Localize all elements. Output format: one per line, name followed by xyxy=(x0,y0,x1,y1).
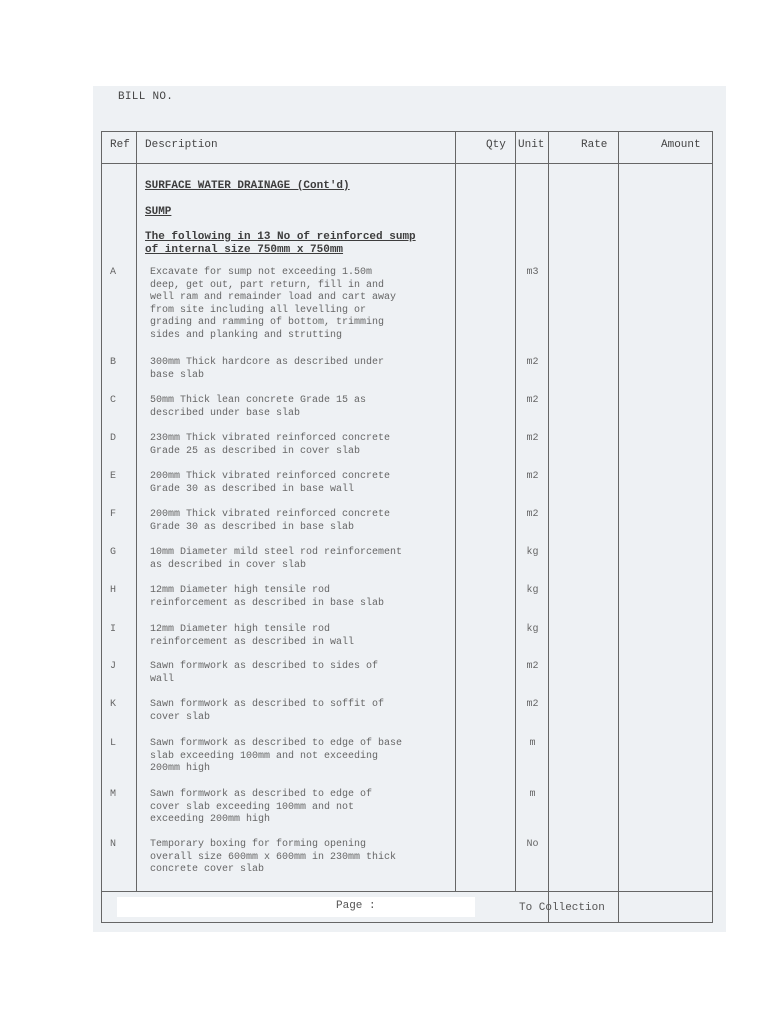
item-unit: m2 xyxy=(526,471,539,482)
item-description: 300mm Thick hardcore as described under base slab xyxy=(150,357,385,381)
item-description: 200mm Thick vibrated reinforced concrete Grade 30 as described in base slab xyxy=(150,509,391,533)
item-ref: B xyxy=(110,357,117,368)
item-description: Sawn formwork as described to sides of wall xyxy=(150,661,379,685)
item-unit: m xyxy=(529,789,536,800)
item-description: 230mm Thick vibrated reinforced concrete Grade 25 as described in cover slab xyxy=(150,433,391,457)
item-ref: J xyxy=(110,661,117,672)
bill-number-label: BILL NO. xyxy=(118,91,174,103)
section-heading: SURFACE WATER DRAINAGE (Cont'd) xyxy=(145,180,350,192)
item-unit: kg xyxy=(526,585,539,596)
item-unit: kg xyxy=(526,547,539,558)
item-unit: m2 xyxy=(526,357,539,368)
item-ref: F xyxy=(110,509,117,520)
footer-blank-patch xyxy=(117,897,475,917)
item-ref: M xyxy=(110,789,117,800)
item-unit: m2 xyxy=(526,699,539,710)
page-label: Page : xyxy=(336,900,376,912)
item-description: Excavate for sump not exceeding 1.50m deep, get out, part return, fill in and well ram and remainder load and cart away from site including all levelling or grading and ramming of bottom, trimming sides and planking and strutting xyxy=(150,267,397,341)
item-ref: D xyxy=(110,433,117,444)
item-unit: No xyxy=(526,839,539,850)
item-unit: m xyxy=(529,738,536,749)
item-description: Sawn formwork as described to edge of base slab exceeding 100mm and not exceeding 200mm high xyxy=(150,738,403,775)
header-rule xyxy=(101,163,713,164)
column-rule-description xyxy=(455,131,456,891)
subsection-heading: SUMP xyxy=(145,206,172,218)
column-header-qty: Qty xyxy=(486,139,506,151)
item-unit: kg xyxy=(526,624,539,635)
item-ref: H xyxy=(110,585,117,596)
item-unit: m2 xyxy=(526,661,539,672)
column-header-unit: Unit xyxy=(518,139,545,151)
intro-heading-line-1: The following in 13 No of reinforced sump xyxy=(145,231,416,243)
column-rule-rate xyxy=(618,131,619,923)
item-description: Temporary boxing for forming opening overall size 600mm x 600mm in 230mm thick concrete cover slab xyxy=(150,839,397,876)
item-ref: K xyxy=(110,699,117,710)
item-description: 200mm Thick vibrated reinforced concrete Grade 30 as described in base wall xyxy=(150,471,391,495)
item-ref: L xyxy=(110,738,117,749)
item-ref: G xyxy=(110,547,117,558)
column-header-ref: Ref xyxy=(110,139,130,151)
column-rule-ref xyxy=(136,131,137,891)
column-header-amount: Amount xyxy=(661,139,701,151)
item-description: Sawn formwork as described to soffit of cover slab xyxy=(150,699,385,723)
column-header-description: Description xyxy=(145,139,218,151)
to-collection-label: To Collection xyxy=(519,902,605,914)
item-ref: N xyxy=(110,839,117,850)
column-rule-unit xyxy=(548,131,549,923)
item-description: 12mm Diameter high tensile rod reinforcement as described in base slab xyxy=(150,585,385,609)
item-description: 10mm Diameter mild steel rod reinforcement as described in cover slab xyxy=(150,547,403,571)
intro-heading-line-2: of internal size 750mm x 750mm xyxy=(145,244,344,256)
footer-rule xyxy=(101,891,713,892)
item-ref: C xyxy=(110,395,117,406)
item-ref: I xyxy=(110,624,117,635)
item-unit: m2 xyxy=(526,433,539,444)
item-description: 50mm Thick lean concrete Grade 15 as described under base slab xyxy=(150,395,367,419)
item-unit: m2 xyxy=(526,395,539,406)
item-unit: m3 xyxy=(526,267,539,278)
item-description: Sawn formwork as described to edge of cover slab exceeding 100mm and not exceeding 200mm high xyxy=(150,789,373,826)
item-ref: E xyxy=(110,471,117,482)
item-description: 12mm Diameter high tensile rod reinforcement as described in wall xyxy=(150,624,355,648)
item-unit: m2 xyxy=(526,509,539,520)
item-ref: A xyxy=(110,267,117,278)
column-header-rate: Rate xyxy=(581,139,608,151)
